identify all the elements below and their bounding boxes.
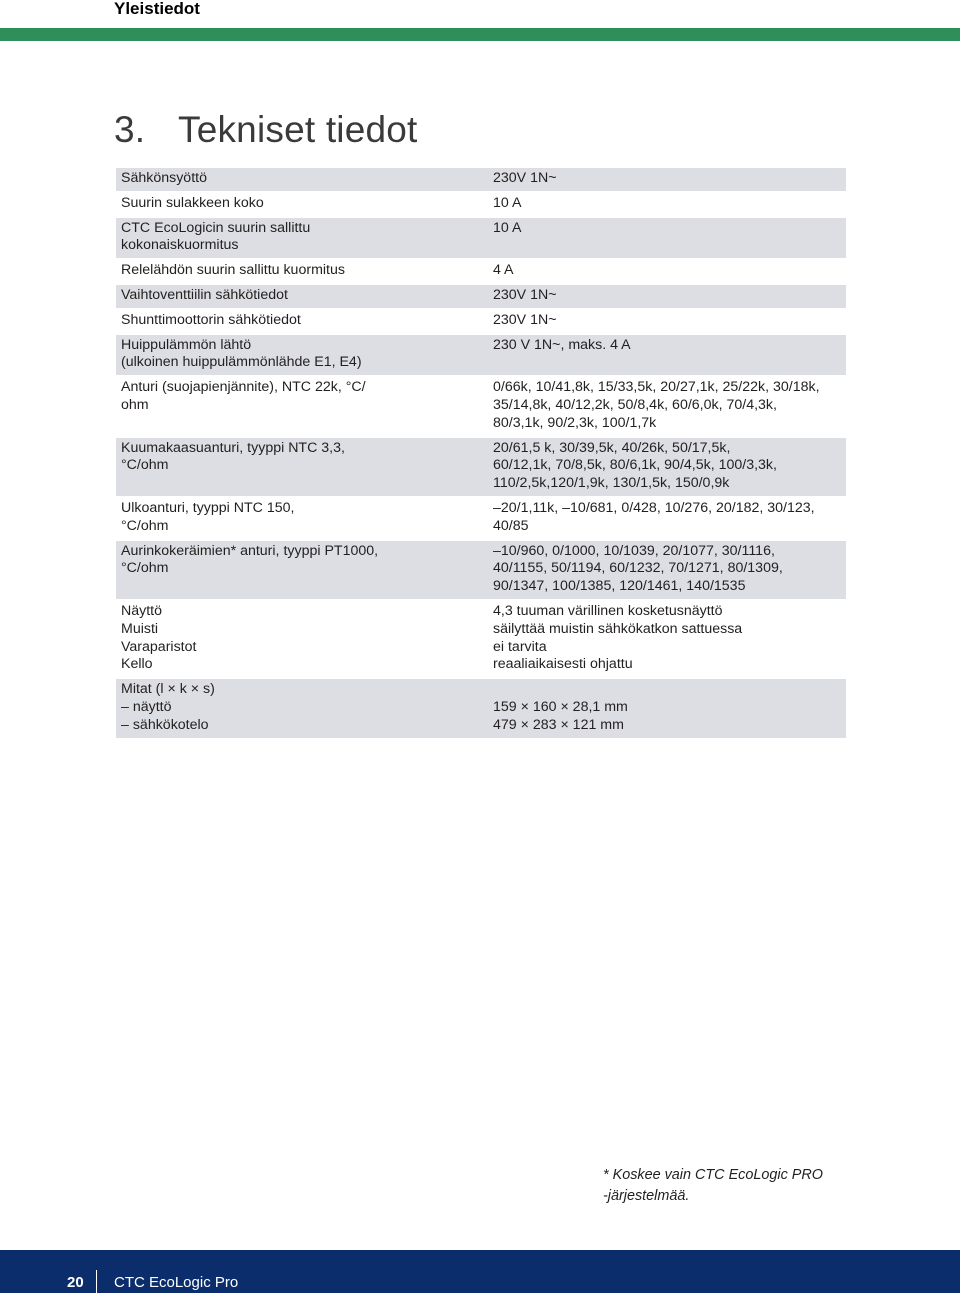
spec-value [488,259,846,284]
spec-label-line: Suurin sulakkeen koko [121,194,264,211]
specifications-table [116,168,846,740]
spec-label-line: – näyttö [121,698,172,715]
spec-label [116,168,488,192]
spec-row [116,437,846,497]
spec-label-line: Anturi (suojapienjännite), NTC 22k, °C/ [121,379,366,396]
section-heading: Tekniset tiedot [178,109,418,150]
spec-value-line: 35/14,8k, 40/12,2k, 50/8,4k, 60/6,0k, 70/4,3k, [493,396,777,413]
spec-row [116,376,846,436]
spec-label [116,334,488,377]
spec-value-line: 90/1347, 100/1385, 120/1461, 140/1535 [493,578,746,595]
spec-value-line: 0/66k, 10/41,8k, 15/33,5k, 20/27,1k, 25/22k, 30/18k, [493,379,820,396]
spec-label [116,678,488,738]
spec-label [116,217,488,260]
spec-value [488,497,846,540]
spec-value-line: 80/3,1k, 90/2,3k, 100/1,7k [493,414,657,431]
spec-label-line: Ulkoanturi, tyyppi NTC 150, [121,499,295,516]
spec-label [116,192,488,217]
spec-row [116,334,846,377]
spec-value [488,437,846,497]
spec-label [116,600,488,678]
spec-value [488,678,846,738]
spec-value-line: 4 A [493,262,514,279]
spec-value-line: säilyttää muistin sähkökatkon sattuessa [493,620,743,637]
spec-row [116,497,846,540]
spec-row [116,600,846,678]
footer-bar [0,1250,960,1293]
spec-value-line [493,681,846,699]
spec-value [488,168,846,192]
spec-label [116,437,488,497]
spec-value [488,376,846,436]
spec-label-line: Aurinkokeräimien* anturi, tyyppi PT1000, [121,542,379,559]
footer-product-name: CTC EcoLogic Pro [114,1274,239,1291]
spec-label-line: °C/ohm [121,560,169,577]
footnote-line: * Koskee vain CTC EcoLogic PRO [603,1167,823,1183]
spec-value-line: 230V 1N~ [493,170,557,186]
spec-value-line: 230 V 1N~, maks. 4 A [493,336,631,353]
spec-row [116,192,846,217]
spec-label-line: °C/ohm [121,517,169,534]
spec-label-line: Vaihtoventtiilin sähkötiedot [121,286,288,303]
spec-row [116,540,846,600]
spec-value [488,309,846,334]
spec-label [116,259,488,284]
spec-value [488,600,846,678]
spec-value-line: 60/12,1k, 70/8,5k, 80/6,1k, 90/4,5k, 100/3,3k, [493,457,777,474]
spec-label [116,497,488,540]
spec-row [116,678,846,738]
spec-value-line: 110/2,5k,120/1,9k, 130/1,5k, 150/0,9k [493,475,730,492]
spec-value-line: 10 A [493,219,522,236]
footnote-line: -järjestelmää. [603,1187,690,1204]
section-title [114,109,418,151]
spec-value [488,540,846,600]
spec-label-line: Varaparistot [121,638,197,655]
spec-value-line: 4,3 tuuman värillinen kosketusnäyttö [493,602,723,619]
spec-value-line: 40/1155, 50/1194, 60/1232, 70/1271, 80/1309, [493,560,783,577]
spec-value-line: ei tarvita [493,638,547,655]
spec-value-line: 20/61,5 k, 30/39,5k, 40/26k, 50/17,5k, [493,439,731,456]
spec-label-line: Muisti [121,620,159,637]
spec-label-line: °C/ohm [121,457,169,474]
spec-label [116,284,488,309]
spec-label-line: Näyttö [121,602,163,619]
spec-value-line: 230V 1N~ [493,286,557,303]
running-header: Yleistiedot [114,0,200,18]
spec-value-line: 10 A [493,194,522,211]
spec-value-line: –20/1,11k, –10/681, 0/428, 10/276, 20/182, 30/123, [493,499,815,516]
spec-row [116,217,846,260]
footer-divider [96,1270,97,1293]
spec-value-line: 40/85 [493,517,529,534]
spec-label [116,376,488,436]
spec-row [116,309,846,334]
header-accent-bar [0,28,960,41]
spec-row [116,284,846,309]
spec-label-line: (ulkoinen huippulämmönlähde E1, E4) [121,354,362,371]
spec-value-line: 479 × 283 × 121 mm [493,716,624,733]
spec-value-line: 159 × 160 × 28,1 mm [493,698,628,715]
spec-label-line: Huippulämmön lähtö [121,336,252,353]
spec-value [488,284,846,309]
spec-label-line: ohm [121,396,149,413]
spec-label-line: Shunttimoottorin sähkötiedot [121,311,301,328]
spec-label [116,540,488,600]
spec-label-line: – sähkökotelo [121,716,209,733]
spec-label-line: Kello [121,656,153,673]
spec-value-line: 230V 1N~ [493,311,557,328]
spec-row [116,168,846,192]
spec-row [116,259,846,284]
spec-value-line: reaaliaikaisesti ohjattu [493,656,633,673]
spec-value [488,334,846,377]
spec-value [488,192,846,217]
spec-value-line: –10/960, 0/1000, 10/1039, 20/1077, 30/1116, [493,542,775,559]
spec-label-line: kokonaiskuormitus [121,237,239,254]
spec-value [488,217,846,260]
spec-label [116,309,488,334]
spec-label-line: CTC EcoLogicin suurin sallittu [121,219,311,236]
spec-label-line: Relelähdön suurin sallittu kuormitus [121,262,345,279]
spec-label-line: Sähkönsyöttö [121,170,207,186]
spec-label-line: Mitat (l × k × s) [121,681,215,698]
spec-label-line: Kuumakaasuanturi, tyyppi NTC 3,3, [121,439,345,456]
page-number: 20 [67,1274,84,1291]
footnote [603,1165,823,1206]
section-number: 3. [114,109,146,150]
